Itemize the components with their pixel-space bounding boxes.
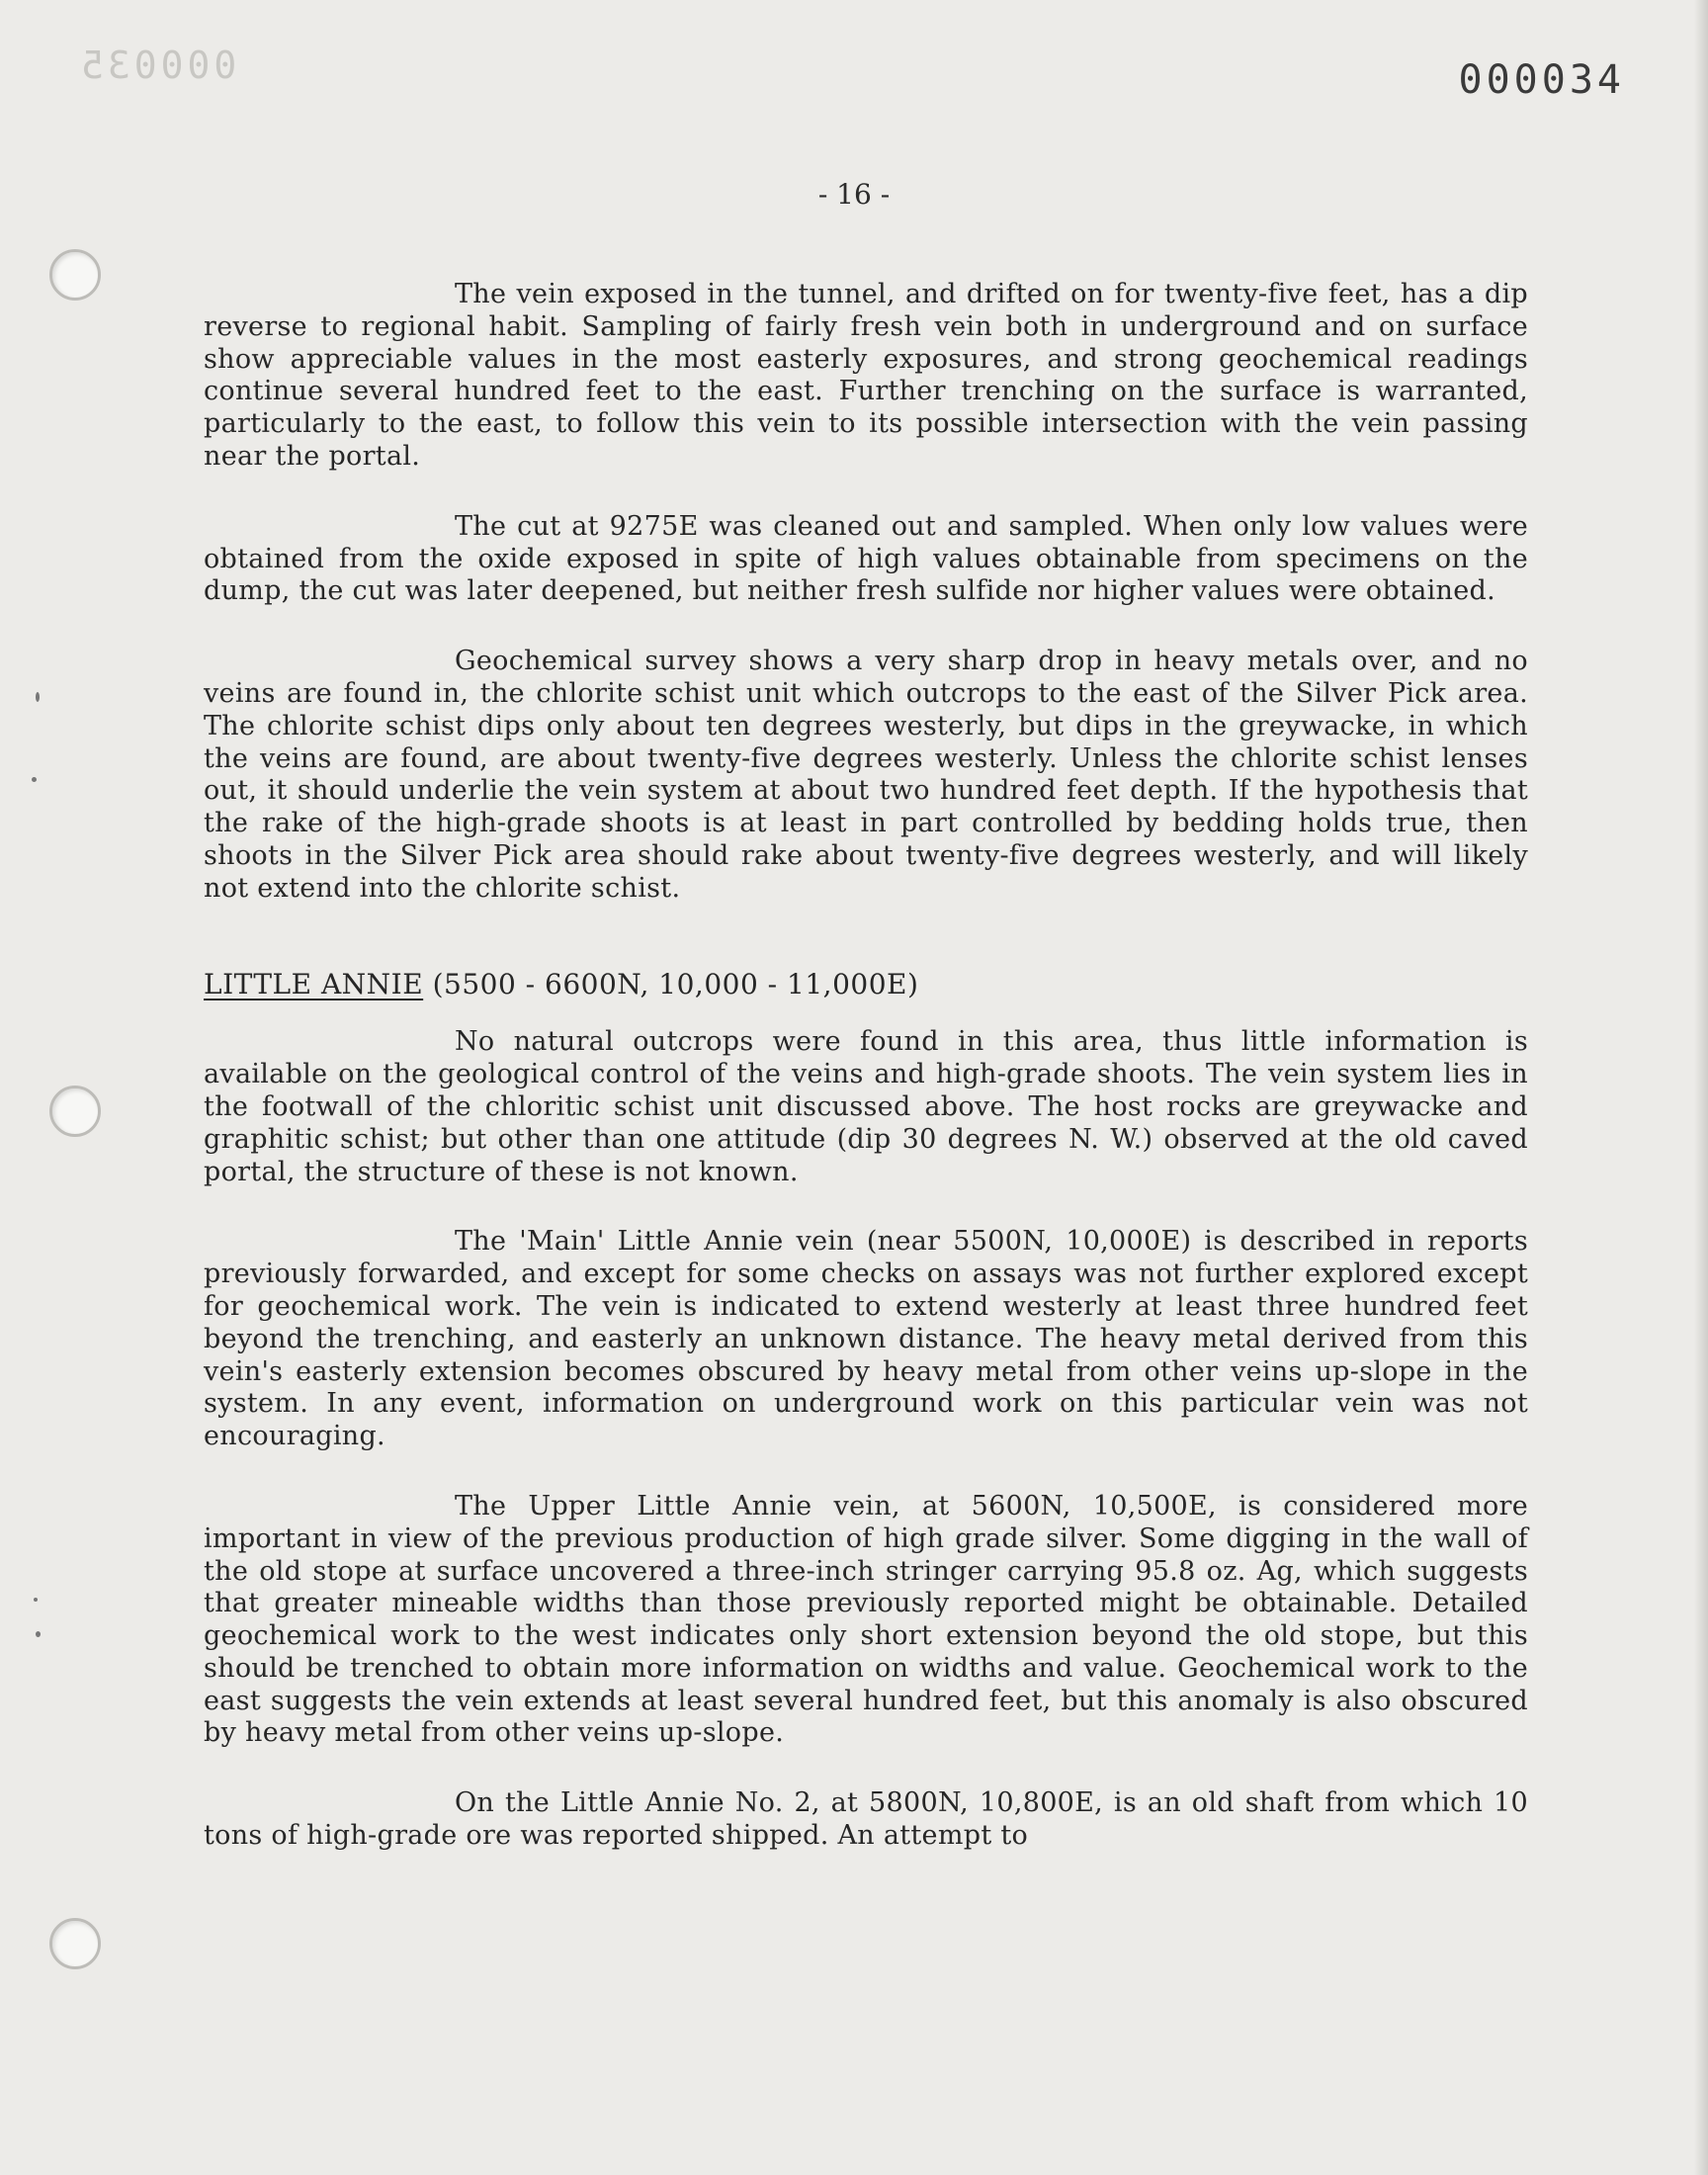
paragraph: The Upper Little Annie vein, at 5600N, 10,500E, is considered more important in view of the previous production of high grade silver. Some digging in the wall of the old stope at surface uncovered a three-inch stringer carrying 95.8 oz. Ag, which suggests that greater mineable widths than those previously reported might be obtainable. Detailed geochemical work to the west indicates only short extension beyond the old stope, but this should be trenched to obtain more information on widths and value. Geochemical work to the east suggests the vein extends at least several hundred feet, but this anomaly is also obscured by heavy metal from other veins up-slope. — [204, 1490, 1528, 1749]
body-text — [204, 279, 1528, 1890]
section-coordinates: (5500 - 6600N, 10,000 - 11,000E) — [432, 967, 919, 1000]
punch-hole — [49, 1918, 101, 1969]
paragraph: On the Little Annie No. 2, at 5800N, 10,800E, is an old shaft from which 10 tons of high-grade ore was reported shipped. An attempt to — [204, 1787, 1528, 1852]
paper-speck — [32, 777, 37, 782]
punch-hole — [49, 249, 101, 301]
paragraph: No natural outcrops were found in this area, thus little information is available on the geological control of the veins and high-grade shoots. The vein system lies in the footwall of the chloritic schist unit discussed above. The host rocks are greywacke and graphitic schist; but other than one attitude (dip 30 degrees N. W.) observed at the old caved portal, the structure of these is not known. — [204, 1026, 1528, 1187]
paper-speck — [34, 1598, 38, 1602]
paper-speck — [36, 1631, 41, 1637]
punch-hole — [49, 1086, 101, 1137]
paragraph: The vein exposed in the tunnel, and drifted on for twenty-five feet, has a dip reverse to regional habit. Sampling of fairly fresh vein both in underground and on surface show appreciable values in the most easterly exposures, and strong geochemical readings continue several hundred feet to the east. Further trenching on the surface is warranted, particularly to the east, to follow this vein to its possible intersection with the vein passing near the portal. — [204, 279, 1528, 472]
paragraph: The cut at 9275E was cleaned out and sampled. When only low values were obtained from the oxide exposed in spite of high values obtainable from specimens on the dump, the cut was later deepened, but neither fresh sulfide nor higher values were obtained. — [204, 510, 1528, 607]
document-number-stamp: 000034 — [1458, 57, 1625, 103]
paragraph: Geochemical survey shows a very sharp drop in heavy metals over, and no veins are found in, the chlorite schist unit which outcrops to the east of the Silver Pick area. The chlorite schist dips only about ten degrees westerly, but dips in the greywacke, in which the veins are found, are about twenty-five degrees westerly. Unless the chlorite schist lenses out, it should underlie the vein system at about two hundred feet depth. If the hypothesis that the rake of the high-grade shoots is at least in part controlled by bedding holds true, then shoots in the Silver Pick area should rake about twenty-five degrees westerly, and will likely not extend into the chlorite schist. — [204, 646, 1528, 904]
page-number: - 16 - — [817, 178, 891, 211]
paper-speck — [36, 692, 40, 702]
paragraph: The 'Main' Little Annie vein (near 5500N, 10,000E) is described in reports previously forwarded, and except for some checks on assays was not further explored except for geochemical work. The vein is indicated to extend westerly at least three hundred feet beyond the trenching, and easterly an unknown distance. The heavy metal derived from this vein's easterly extension becomes obscured by heavy metal from other veins up-slope in the system. In any event, information on underground work on this particular vein was not encouraging. — [204, 1226, 1528, 1452]
bleed-through-stamp: 000035 — [77, 44, 237, 87]
section-title: LITTLE ANNIE — [204, 967, 424, 1000]
section-heading — [204, 969, 1528, 1001]
